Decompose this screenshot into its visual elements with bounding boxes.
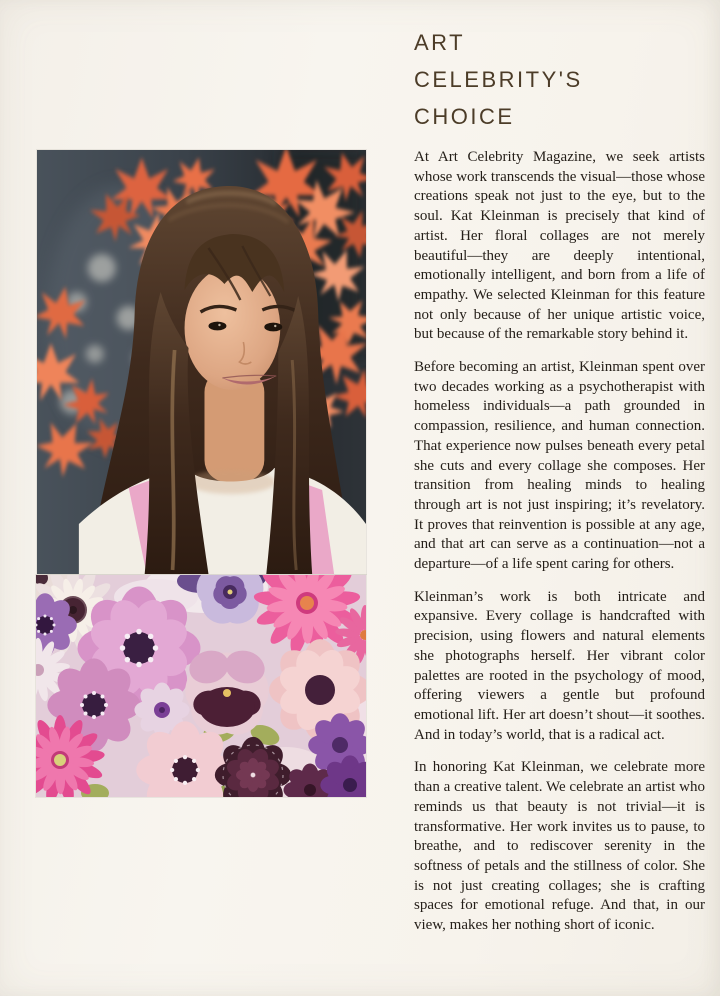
article-paragraph-1: At Art Celebrity Magazine, we seek artists whose work transcends the visual—those whose creations speak not just to the eye, but to the soul. Kat Kleinman is precisely that kind of artist. Her floral collages are not merely beautiful—they are deeply intentional, emotionally intelligent, and born from a life of empathy. We selected Kleinman for this feature not only because of her unique artistic voice, but because of the remarkable story behind it. [414,149,705,343]
page-title [414,24,705,135]
floral-collage-photo [36,575,366,797]
article-column [414,24,705,936]
article-paragraph-3: Kleinman’s work is both intricate and expansive. Every collage is handcrafted with precision, using flowers and natural elements she photographs herself. Her vibrant color palettes are rooted in the psychology of mood, offering viewers a gentle but profound emotional lift. Her art doesn’t shout—it soothes. And in today’s world, that is a radical act. [414,588,705,743]
article-paragraph-2: Before becoming an artist, Kleinman spent over two decades working as a psychotherapist with homeless individuals—a path grounded in compassion, resilience, and human connection. That experience now pulses beneath every petal she cuts and every collage she composes. Her transition from healing minds to healing through art is not just inspiring; it’s revelatory. It proves that reinvention is possible at any age, and that art can serve as a continuation—not a departure—of a life spent caring for others. [414,359,705,573]
collage-art [36,575,366,797]
article-paragraph-4: In honoring Kat Kleinman, we celebrate more than a creative talent. We celebrate an artist who reminds us that beauty is not trivial—it is transformative. Her work invites us to pause, to breathe, and to rediscover serenity in the softness of petals and the stillness of color. She is not just creating collages; she is crafting spaces for emotional refuge. And that, in our view, makes her nothing short of iconic. [414,759,705,934]
portrait-photo [37,150,366,574]
page-title-line-1: ART [414,30,466,55]
portrait-art [37,150,366,574]
page-title-line-3: CHOICE [414,104,515,129]
page-title-line-2: CELEBRITY'S [414,67,583,92]
article-body [414,148,705,936]
